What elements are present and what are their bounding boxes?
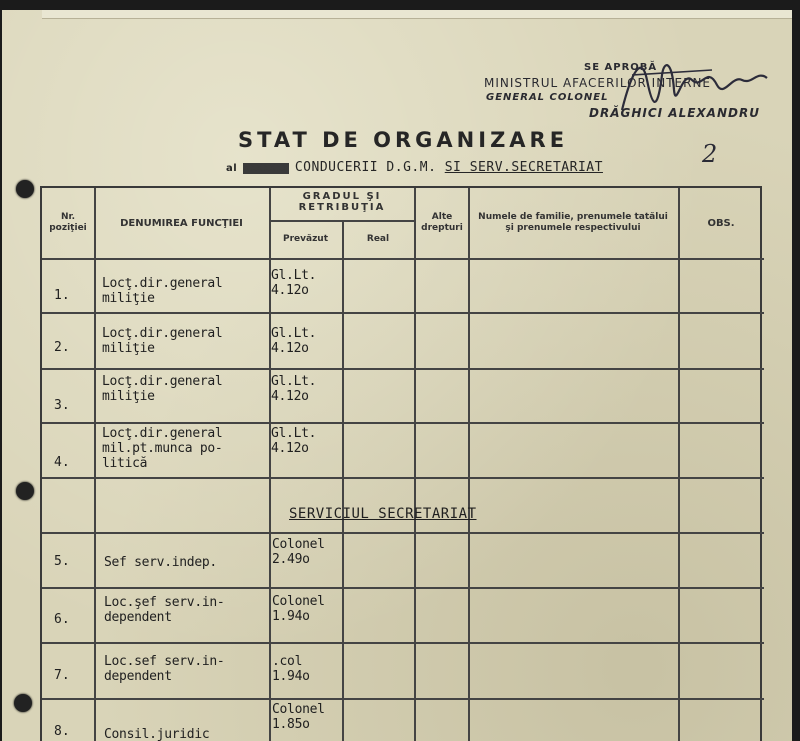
document-sheet <box>2 10 792 741</box>
row-grad: Gl.Lt. 4.12o <box>271 426 317 456</box>
approval-line-1: SE APROBĂ <box>584 62 658 73</box>
subtitle-prefix: al <box>226 163 238 174</box>
row-nr: 7. <box>54 668 70 683</box>
row-grad: Colonel 2.49o <box>272 537 325 567</box>
row-functie: Sef serv.indep. <box>104 555 217 570</box>
header-alte: Alte drepturi <box>421 212 463 233</box>
subtitle-part-2: SI SERV.SECRETARIAT <box>444 160 603 175</box>
header-real: Real <box>366 234 390 244</box>
struck-text: XXXXXXX <box>243 163 289 174</box>
row-grad: .col 1.94o <box>272 654 310 684</box>
header-nr: Nr. poziţiei <box>49 212 87 233</box>
punch-hole <box>16 482 34 500</box>
subtitle-part-1: CONDUCERII D.G.M. <box>294 160 437 175</box>
punch-hole <box>14 694 32 712</box>
row-nr: 4. <box>54 455 70 470</box>
row-nr: 8. <box>54 724 70 739</box>
section-title: SERVICIUL SECRETARIAT <box>289 506 477 522</box>
document-title: STAT DE ORGANIZARE <box>238 128 569 152</box>
row-grad: Gl.Lt. 4.12o <box>271 268 317 298</box>
row-nr: 5. <box>54 554 70 569</box>
row-functie: Consil.juridic <box>104 727 210 741</box>
organization-table <box>40 186 762 741</box>
row-functie: Locţ.dir.general mil.pt.munca po- litică <box>102 426 223 471</box>
document-subtitle <box>226 160 603 175</box>
header-functie: DENUMIREA FUNCŢIEI <box>120 218 243 229</box>
row-grad: Colonel 1.94o <box>272 594 325 624</box>
header-prevazut: Prevăzut <box>282 234 329 244</box>
row-functie: Locţ.dir.general miliţie <box>102 374 223 404</box>
approval-line-4: DRĂGHICI ALEXANDRU <box>589 106 760 120</box>
row-functie: Locţ.dir.general miliţie <box>102 276 223 306</box>
header-nume: Numele de familie, prenumele tatălui şi prenumele respectivului <box>478 212 668 233</box>
approval-line-3: GENERAL COLONEL <box>486 92 609 103</box>
punch-hole <box>16 180 34 198</box>
row-nr: 6. <box>54 612 70 627</box>
row-grad: Gl.Lt. 4.12o <box>271 374 317 404</box>
page-number: 2 <box>702 140 718 168</box>
row-functie: Locţ.dir.general miliţie <box>102 326 223 356</box>
row-nr: 3. <box>54 398 70 413</box>
approval-line-2: MINISTRUL AFACERILOR INTERNE <box>484 76 712 90</box>
signature-mark <box>602 50 772 120</box>
row-nr: 2. <box>54 340 70 355</box>
row-functie: Loc.sef serv.in- dependent <box>104 654 225 684</box>
page-edge <box>42 10 792 19</box>
header-obs: OBS. <box>707 218 735 229</box>
row-grad: Gl.Lt. 4.12o <box>271 326 317 356</box>
row-functie: Loc.şef serv.in- dependent <box>104 595 225 625</box>
header-grad: GRADUL ŞI RETRIBUŢIA <box>298 191 386 213</box>
row-nr: 1. <box>54 288 70 303</box>
row-grad: Colonel 1.85o <box>272 702 325 732</box>
